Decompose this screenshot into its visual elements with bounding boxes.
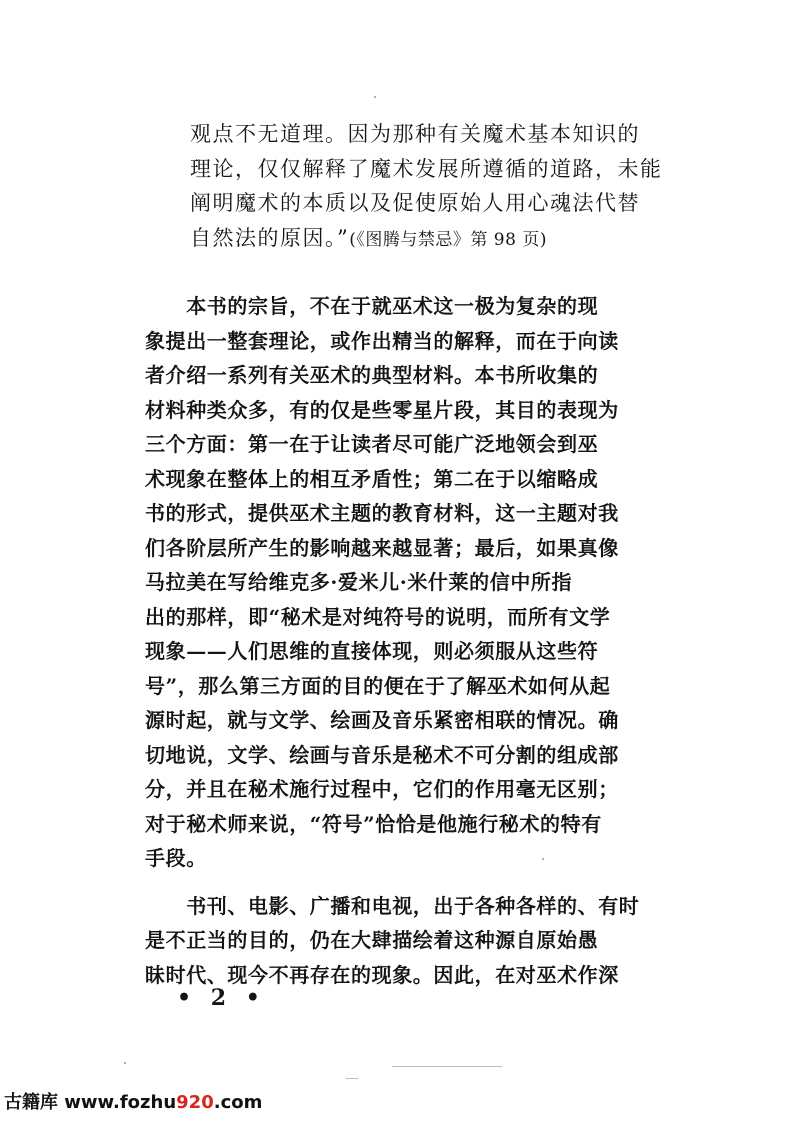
- quote-line: 阐明魔术的本质以及促使原始人用心魂法代替: [190, 191, 640, 215]
- paragraph-gap: [145, 876, 665, 889]
- watermark-suffix: .com: [213, 1092, 263, 1113]
- scan-speck: [124, 1062, 126, 1064]
- watermark-prefix: 古籍库 www.fozhu: [4, 1092, 177, 1113]
- text-line: 切地说，文学、绘画与音乐是秘术不可分割的组成部: [145, 742, 619, 767]
- text-line: 是不正当的目的，仍在大肆描绘着这种源自原始愚: [145, 928, 599, 952]
- scan-artifact: [392, 1066, 502, 1067]
- page-number: • 2 •: [177, 985, 266, 1011]
- site-watermark: [4, 1088, 262, 1114]
- text-line: 号”，那么第三方面的目的便在于了解巫术如何从起: [145, 673, 611, 698]
- text-line: 三个方面：第一在于让读者尽可能广泛地领会到巫: [145, 432, 599, 456]
- quote-line: 理论，仅仅解释了魔术发展所遵循的道路，未能: [190, 156, 663, 181]
- text-line: 马拉美在写给维克多·爱米儿·米什莱的信中所指: [145, 570, 573, 594]
- paragraph: [145, 289, 665, 876]
- text-line: 分，并且在秘术施行过程中，它们的作用毫无区别；: [145, 777, 619, 801]
- text-line: 对于秘术师来说，“符号”恰恰是他施行秘术的特有: [145, 811, 602, 836]
- quote-line: 观点不无道理。因为那种有关魔术基本知识的: [190, 122, 640, 146]
- block-quote: [190, 117, 663, 257]
- text-line: 者介绍一系列有关巫术的典型材料。本书所收集的: [145, 363, 599, 387]
- quote-line-last: [190, 221, 660, 258]
- scan-speck: [374, 96, 376, 98]
- text-line: 现象——人们思维的直接体现，则必须服从这些符: [145, 639, 599, 663]
- body-text: [145, 289, 665, 992]
- quote-line-text: 自然法的原因。”: [190, 225, 350, 250]
- text-line: 术现象在整体上的相互矛盾性；第二在于以缩略成: [145, 466, 599, 491]
- text-line: 本书的宗旨，不在于就巫术这一极为复杂的现: [145, 294, 599, 318]
- scan-artifact: [346, 1078, 358, 1079]
- text-line: 出的那样，即“秘术是对纯符号的说明，而所有文学: [145, 604, 611, 629]
- text-line: 昧时代、现今不再存在的现象。因此，在对巫术作深: [145, 962, 619, 987]
- text-line: 材料种类众多，有的仅是些零星片段，其目的表现为: [145, 397, 619, 422]
- paragraph: [145, 889, 665, 993]
- text-line: 们各阶层所产生的影响越来越显著；最后，如果真像: [145, 535, 619, 560]
- text-line: 手段。: [145, 846, 207, 870]
- watermark-accent: 920: [176, 1092, 214, 1113]
- quote-citation: (《图腾与禁忌》第 98 页): [349, 229, 547, 250]
- text-line: 源时起，就与文学、绘画及音乐紧密相联的情况。确: [145, 708, 619, 732]
- text-line: 书刊、电影、广播和电视，出于各种各样的、有时: [145, 893, 640, 918]
- scan-speck: [542, 858, 544, 860]
- text-line: 书的形式，提供巫术主题的教育材料，这一主题对我: [145, 501, 619, 525]
- text-line: 象提出一整套理论，或作出精当的解释，而在于向读: [145, 328, 619, 353]
